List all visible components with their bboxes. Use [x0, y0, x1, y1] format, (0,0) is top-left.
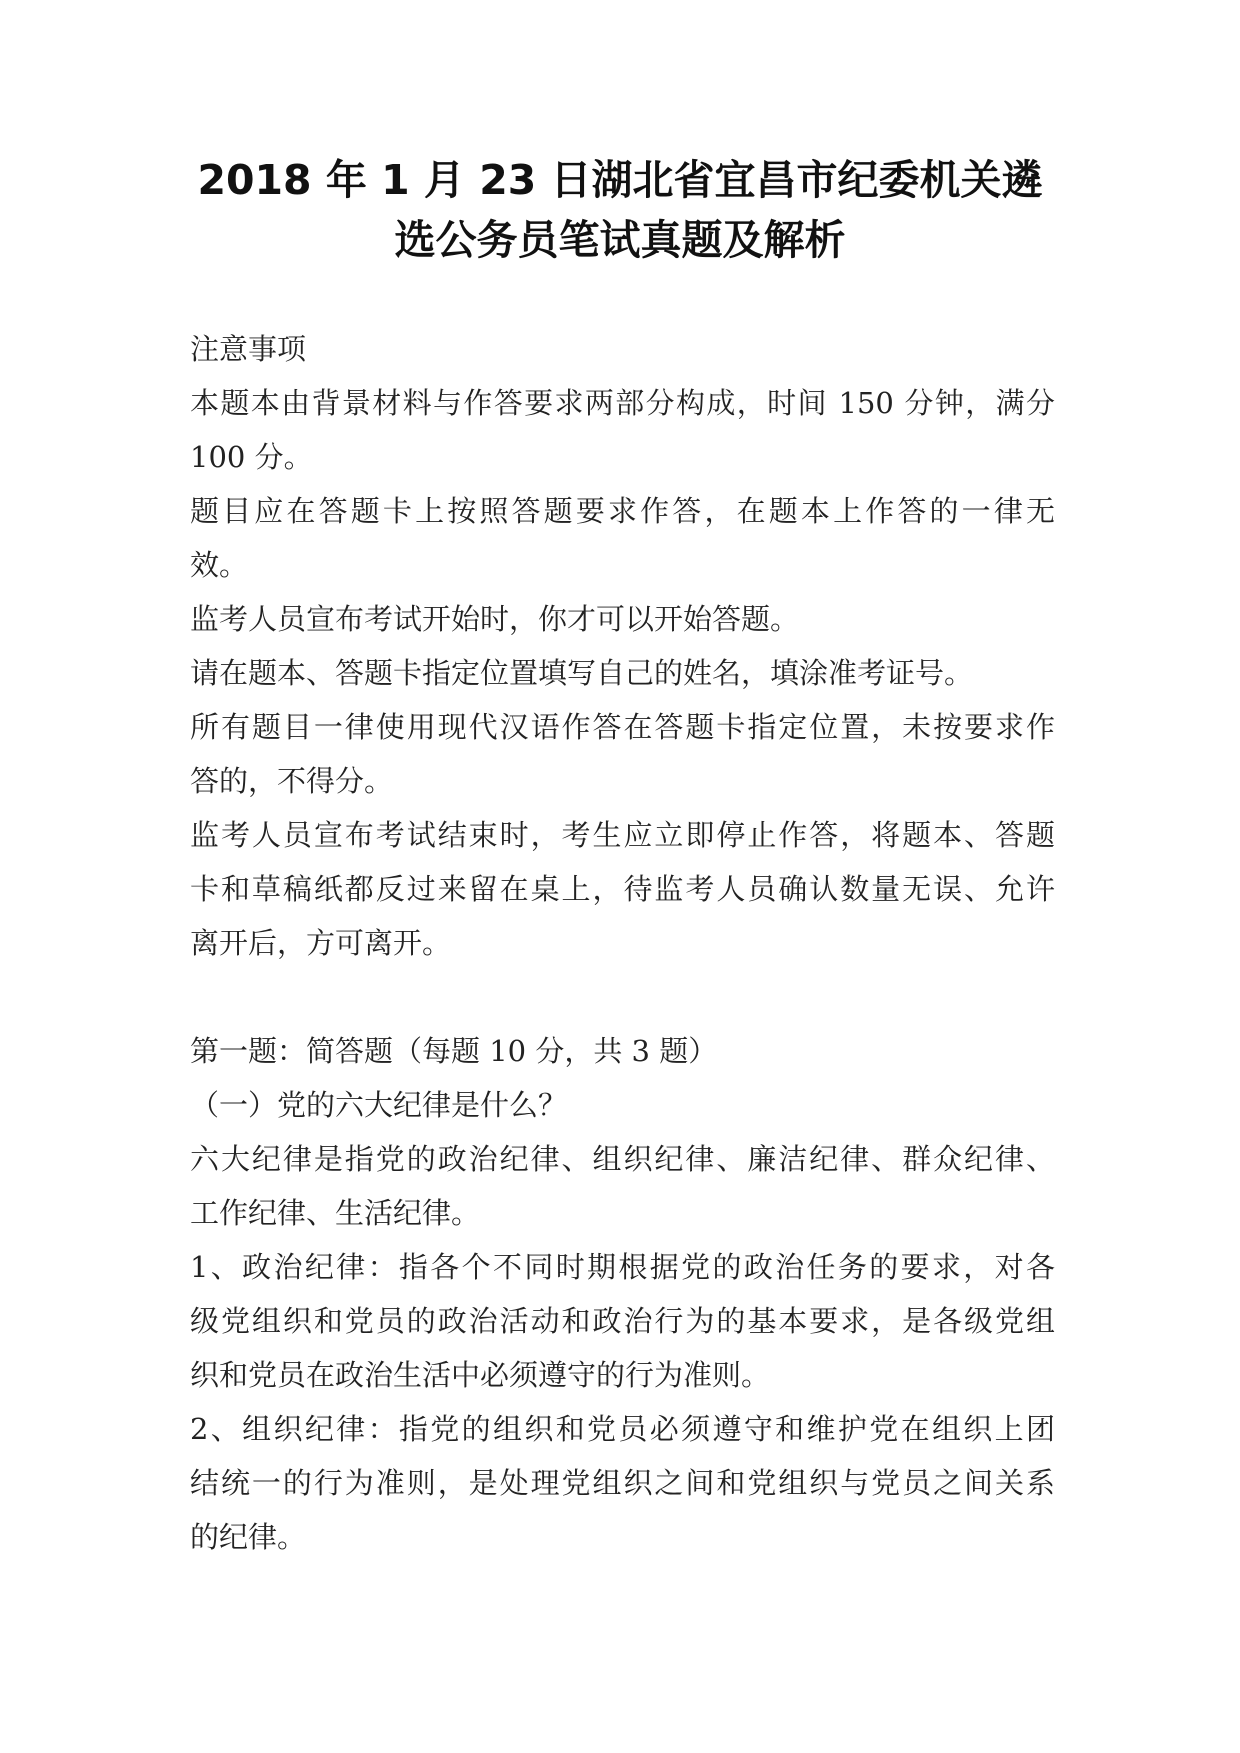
notes-heading: 注意事项: [190, 332, 307, 366]
answer-1-line-1: 六大纪律是指党的政治纪律、组织纪律、廉洁纪律、群众纪律、: [190, 1142, 1055, 1176]
document-body: [190, 322, 1055, 1564]
note-5-line-1: 所有题目一律使用现代汉语作答在答题卡指定位置，未按要求作: [190, 710, 1055, 744]
answer-3-line-3: 的纪律。: [190, 1520, 307, 1554]
section-heading: 第一题：简答题（每题 10 分，共 3 题）: [190, 1034, 718, 1068]
note-2-line-1: 题目应在答题卡上按照答题要求作答，在题本上作答的一律无: [190, 494, 1055, 528]
document-title: [150, 150, 1090, 270]
note-6-line-3: 离开后，方可离开。: [190, 926, 452, 960]
answer-2-line-2: 级党组织和党员的政治活动和政治行为的基本要求，是各级党组: [190, 1304, 1055, 1338]
answer-3-line-1: 2、组织纪律：指党的组织和党员必须遵守和维护党在组织上团: [190, 1412, 1055, 1446]
note-3-line-1: 监考人员宣布考试开始时，你才可以开始答题。: [190, 602, 800, 636]
answer-2-line-1: 1、政治纪律：指各个不同时期根据党的政治任务的要求，对各: [190, 1250, 1055, 1284]
title-line-2: 选公务员笔试真题及解析: [394, 216, 846, 264]
question-1: （一）党的六大纪律是什么？: [190, 1088, 568, 1122]
answer-2-line-3: 织和党员在政治生活中必须遵守的行为准则。: [190, 1358, 771, 1392]
answer-3-line-2: 结统一的行为准则，是处理党组织之间和党组织与党员之间关系: [190, 1466, 1055, 1500]
answer-1-line-2: 工作纪律、生活纪律。: [190, 1196, 481, 1230]
note-1-line-2: 100 分。: [190, 440, 313, 474]
paragraph-gap: [190, 970, 1055, 1024]
note-2-line-2: 效。: [190, 548, 249, 582]
note-4-line-1: 请在题本、答题卡指定位置填写自己的姓名，填涂准考证号。: [190, 656, 974, 690]
note-6-line-1: 监考人员宣布考试结束时，考生应立即停止作答，将题本、答题: [190, 818, 1055, 852]
title-line-1: 2018 年 1 月 23 日湖北省宜昌市纪委机关遴: [197, 156, 1043, 204]
note-5-line-2: 答的，不得分。: [190, 764, 394, 798]
note-1-line-1: 本题本由背景材料与作答要求两部分构成，时间 150 分钟，满分: [190, 386, 1055, 420]
note-6-line-2: 卡和草稿纸都反过来留在桌上，待监考人员确认数量无误、允许: [190, 872, 1055, 906]
